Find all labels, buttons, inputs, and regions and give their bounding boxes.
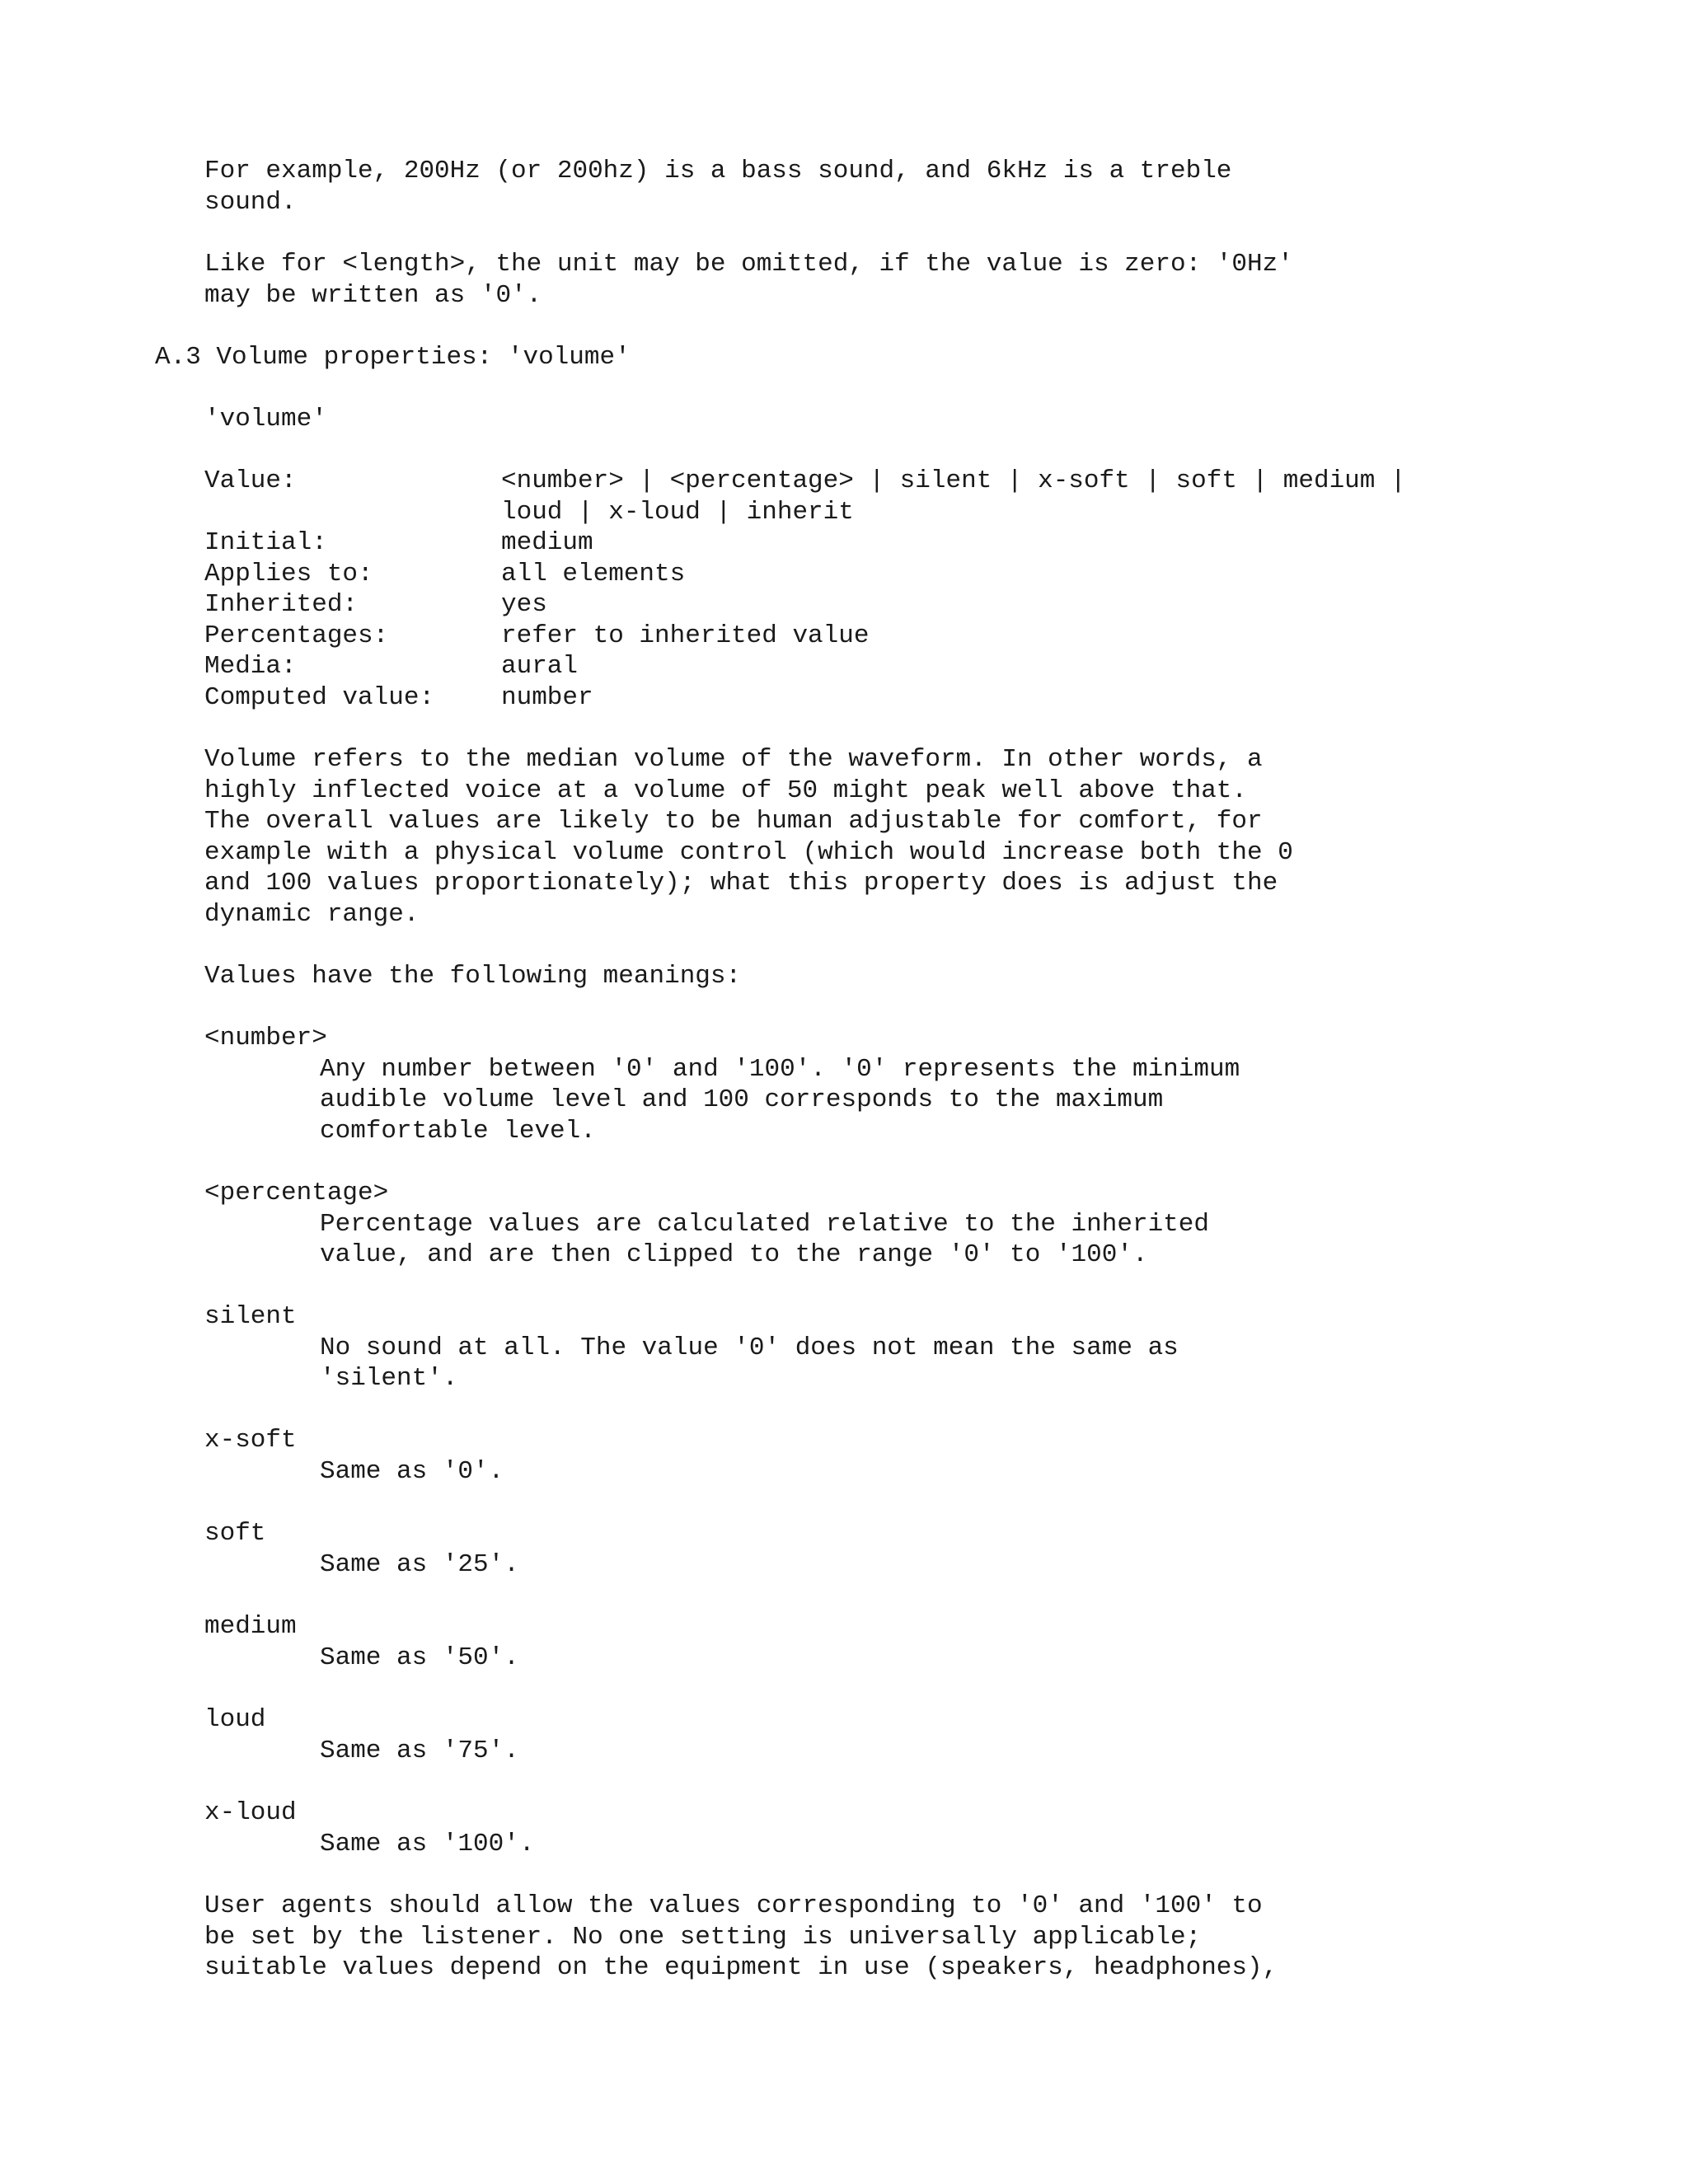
- value-definition-line: value, and are then clipped to the range '0' to '100'.: [320, 1240, 1148, 1269]
- description-line: Volume refers to the median volume of the waveform. In other words, a: [204, 745, 1263, 774]
- description-line: and 100 values proportionately); what this property does is adjust the: [204, 869, 1278, 898]
- property-value-initial: medium: [501, 528, 593, 557]
- property-value-inherited: yes: [501, 590, 547, 619]
- value-definition-line: Same as '75'.: [320, 1736, 519, 1765]
- value-definition-line: comfortable level.: [320, 1117, 596, 1146]
- description-line: example with a physical volume control (which would increase both the 0: [204, 838, 1293, 867]
- value-definition-line: No sound at all. The value '0' does not mean the same as: [320, 1333, 1179, 1362]
- meanings-intro: Values have the following meanings:: [204, 962, 742, 991]
- value-definition-line: Percentage values are calculated relative to the inherited: [320, 1210, 1209, 1239]
- value-term-medium: medium: [204, 1612, 297, 1641]
- value-term-x-soft: x-soft: [204, 1426, 297, 1455]
- property-label-inherited: Inherited:: [204, 590, 359, 619]
- value-term-loud: loud: [204, 1705, 266, 1734]
- description-line: highly inflected voice at a volume of 50 might peak well above that.: [204, 776, 1248, 805]
- value-definition-line: Same as '0'.: [320, 1457, 504, 1486]
- value-term-number: <number>: [204, 1024, 327, 1052]
- description-line: dynamic range.: [204, 900, 420, 929]
- value-term-soft: soft: [204, 1519, 266, 1548]
- property-label-initial: Initial:: [204, 528, 327, 557]
- property-label-percentages: Percentages:: [204, 621, 389, 650]
- closing-line: suitable values depend on the equipment in use (speakers, headphones),: [204, 1953, 1278, 1982]
- value-definition-line: Same as '25'.: [320, 1550, 519, 1579]
- value-definition-line: Same as '50'.: [320, 1643, 519, 1672]
- property-label-media: Media:: [204, 652, 297, 681]
- property-value-media: aural: [501, 652, 579, 681]
- value-definition-line: Same as '100'.: [320, 1830, 535, 1858]
- property-value-value: <number> | <percentage> | silent | x-soft | soft | medium |: [501, 466, 1406, 495]
- section-heading: A.3 Volume properties: 'volume': [155, 343, 631, 372]
- property-value-computed-value: number: [501, 683, 593, 712]
- intro-line: Like for <length>, the unit may be omitted, if the value is zero: '0Hz': [204, 250, 1293, 279]
- property-label-computed-value: Computed value:: [204, 683, 435, 712]
- closing-line: be set by the listener. No one setting is universally applicable;: [204, 1923, 1202, 1952]
- value-definition-line: 'silent'.: [320, 1364, 458, 1393]
- property-name: 'volume': [204, 405, 327, 434]
- property-value-value-cont: loud | x-loud | inherit: [501, 498, 854, 527]
- value-definition-line: audible volume level and 100 corresponds to the maximum: [320, 1085, 1164, 1114]
- value-term-percentage: <percentage>: [204, 1179, 389, 1207]
- intro-line: may be written as '0'.: [204, 281, 542, 310]
- value-term-x-loud: x-loud: [204, 1798, 297, 1827]
- intro-line: For example, 200Hz (or 200hz) is a bass sound, and 6kHz is a treble: [204, 157, 1232, 185]
- property-label-applies-to: Applies to:: [204, 560, 373, 588]
- intro-line: sound.: [204, 188, 297, 217]
- property-value-applies-to: all elements: [501, 560, 686, 588]
- description-line: The overall values are likely to be human adjustable for comfort, for: [204, 807, 1263, 836]
- property-value-percentages: refer to inherited value: [501, 621, 870, 650]
- value-term-silent: silent: [204, 1302, 297, 1331]
- closing-line: User agents should allow the values corresponding to '0' and '100' to: [204, 1891, 1263, 1920]
- value-definition-line: Any number between '0' and '100'. '0' represents the minimum: [320, 1055, 1240, 1084]
- property-label-value: Value:: [204, 466, 297, 495]
